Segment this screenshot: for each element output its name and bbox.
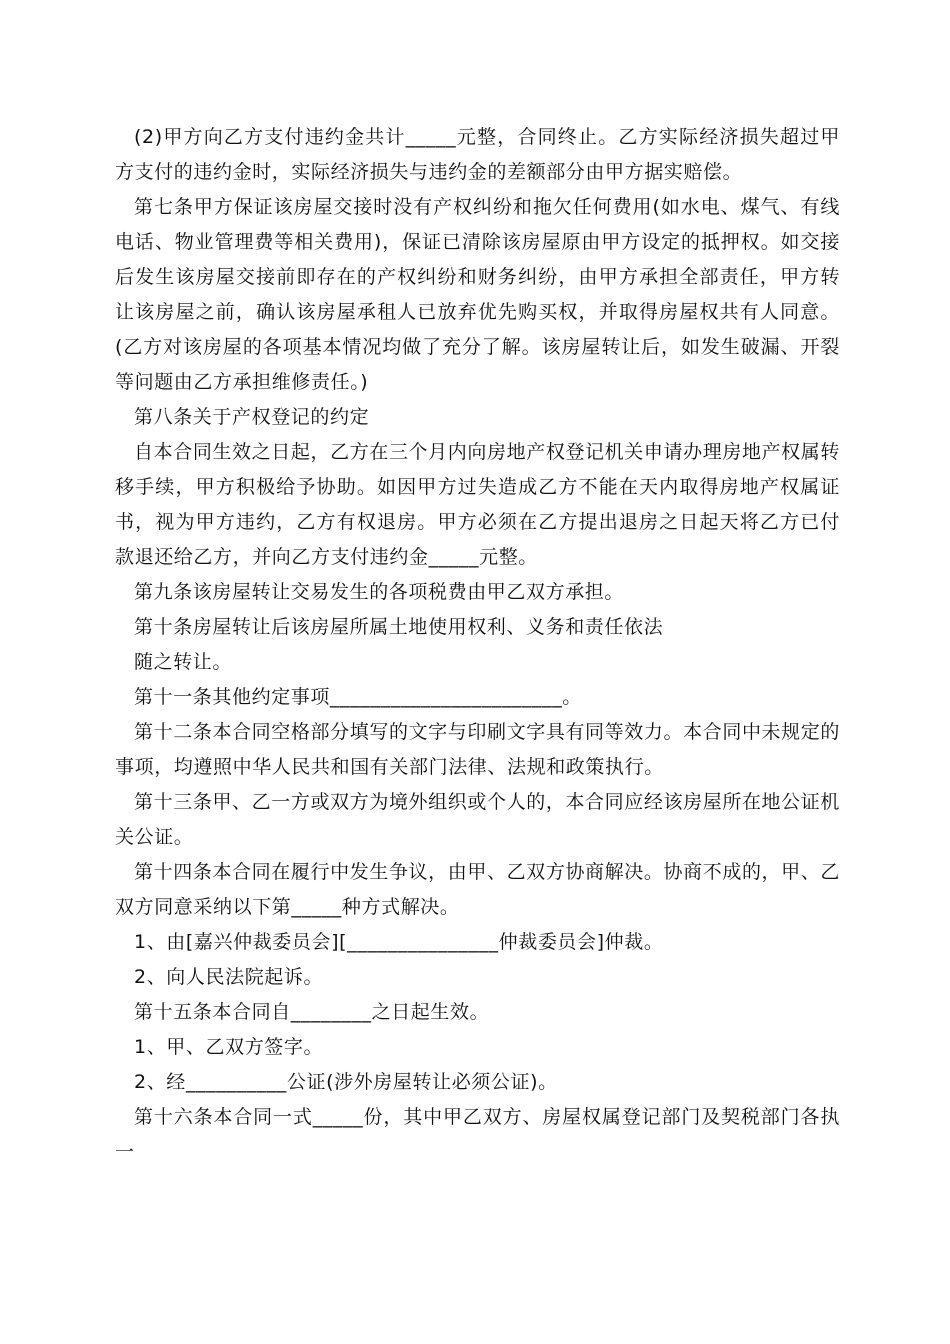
paragraph-effect-notarization: 2、经__________公证(涉外房屋转让必须公证)。 — [134, 1071, 558, 1093]
paragraph-article-7: 第七条甲方保证该房屋交接时没有产权纠纷和拖欠任何费用(如水电、煤气、有线电话、物业管理费等相关费用)，保证已清除该房屋原由甲方设定的抵押权。如交接后发生该房屋交接前即存在的产权纠纷和财务纠纷，由甲方承担全部责任，甲方转让该房屋之前，确认该房屋承租人已放弃优先购买权，并取得房屋权共有人同意。(乙方对该房屋的各项基本情况均做了充分了解。该房屋转让后，如发生破漏、开裂等问题由乙方承担维修责任。) — [115, 196, 840, 393]
paragraph-article-10-continued: 随之转让。 — [134, 651, 233, 673]
paragraph-article-14: 第十四条本合同在履行中发生争议，由甲、乙双方协商解决。协商不成的，甲、乙双方同意采纳以下第_____种方式解决。 — [115, 861, 840, 918]
paragraph-option-court: 2、向人民法院起诉。 — [134, 966, 324, 988]
contract-body — [115, 120, 840, 1170]
paragraph-article-12: 第十二条本合同空格部分填写的文字与印刷文字具有同等效力。本合同中未规定的事项，均遵照中华人民共和国有关部门法律、法规和政策执行。 — [115, 721, 840, 778]
paragraph-option-arbitration: 1、由[嘉兴仲裁委员会][_______________仲裁委员会]仲裁。 — [134, 931, 664, 953]
paragraph-article-10: 第十条房屋转让后该房屋所属土地使用权利、义务和责任依法 — [134, 616, 664, 638]
paragraph-article-11: 第十一条其他约定事项_______________________。 — [134, 686, 582, 708]
paragraph-article-13: 第十三条甲、乙一方或双方为境外组织或个人的，本合同应经该房屋所在地公证机关公证。 — [115, 791, 840, 848]
paragraph-article-8-heading: 第八条关于产权登记的约定 — [134, 406, 370, 428]
paragraph-article-8-body: 自本合同生效之日起，乙方在三个月内向房地产权登记机关申请办理房地产权属转移手续，甲方积极给予协助。如因甲方过失造成乙方不能在天内取得房地产权属证书，视为甲方违约，乙方有权退房。甲方必须在乙方提出退房之日起天将乙方已付款退还给乙方，并向乙方支付违约金_____元整。 — [115, 441, 840, 568]
paragraph-penalty-clause: (2)甲方向乙方支付违约金共计_____元整，合同终止。乙方实际经济损失超过甲方支付的违约金时，实际经济损失与违约金的差额部分由甲方据实赔偿。 — [115, 126, 840, 183]
paragraph-article-16: 第十六条本合同一式_____份，其中甲乙双方、房屋权属登记部门及契税部门各执一 — [115, 1106, 840, 1163]
paragraph-article-9: 第九条该房屋转让交易发生的各项税费由甲乙双方承担。 — [134, 581, 625, 603]
paragraph-effect-signature: 1、甲、乙双方签字。 — [134, 1036, 324, 1058]
paragraph-article-15: 第十五条本合同自________之日起生效。 — [134, 1001, 490, 1023]
